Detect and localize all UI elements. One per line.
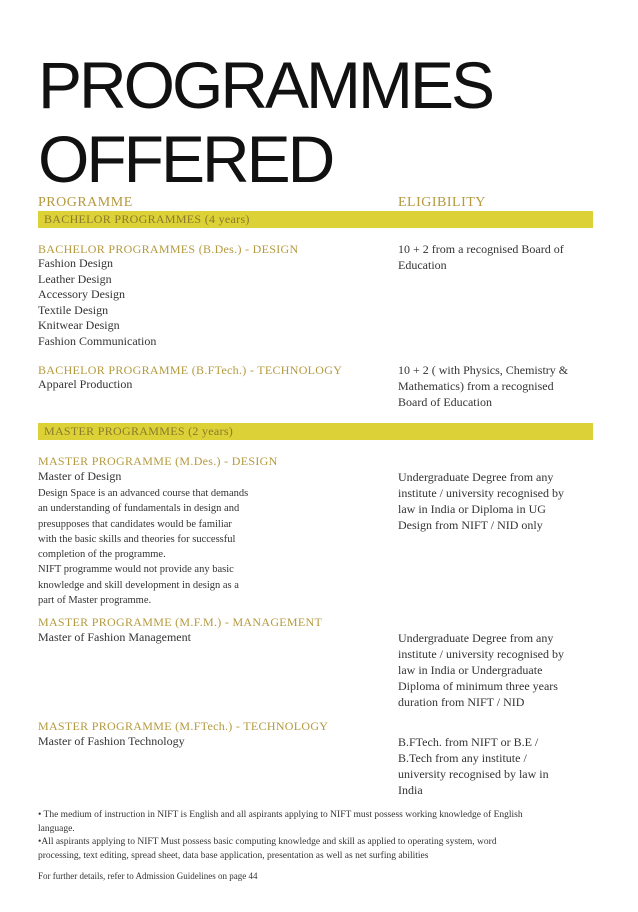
master-design-name: Master of Design: [38, 469, 122, 483]
description-line: Design Space is an advanced course that demands: [38, 488, 249, 499]
eligibility-line: Diploma of minimum three years: [398, 679, 558, 693]
bachelor-technology-heading: BACHELOR PROGRAMME (B.FTech.) - TECHNOLOGY: [38, 363, 343, 377]
list-item: Fashion Communication: [38, 333, 157, 348]
bachelor-design-heading: BACHELOR PROGRAMMES (B.Des.) - DESIGN: [38, 242, 299, 256]
bachelor-technology-eligibility: [398, 362, 568, 410]
note-line: processing, text editing, spread sheet, data base application, presentation as well as net surfing abilities: [38, 850, 429, 861]
title-line-1: PROGRAMMES: [38, 48, 493, 122]
note-line: language.: [38, 823, 75, 834]
master-management-heading: MASTER PROGRAMME (M.F.M.) - MANAGEMENT: [38, 615, 323, 629]
list-item: Fashion Design: [38, 256, 113, 270]
eligibility-line: university recognised by law in: [398, 767, 549, 781]
list-item: Leather Design: [38, 271, 112, 286]
master-design-heading: MASTER PROGRAMME (M.Des.) - DESIGN: [38, 454, 278, 468]
note-line: •All aspirants applying to NIFT Must possess basic computing knowledge and skill as applied to operating system, word: [38, 837, 497, 847]
description-line: knowledge and skill development in design as a: [38, 579, 239, 591]
title-line-2: OFFERED: [38, 122, 333, 196]
eligibility-line: Education: [398, 258, 447, 272]
master-band: MASTER PROGRAMMES (2 years): [38, 423, 593, 440]
eligibility-line: Design from NIFT / NID only: [398, 518, 543, 532]
footer-reference: For further details, refer to Admission Guidelines on page 44: [38, 871, 258, 881]
eligibility-line: Mathematics) from a recognised: [398, 379, 554, 393]
master-technology-eligibility: [398, 734, 549, 798]
eligibility-line: duration from NIFT / NID: [398, 695, 525, 709]
master-technology-heading: MASTER PROGRAMME (M.FTech.) - TECHNOLOGY: [38, 719, 329, 733]
eligibility-line: Board of Education: [398, 395, 492, 409]
eligibility-column-header: ELIGIBILITY: [398, 195, 486, 210]
eligibility-line: Undergraduate Degree from any: [398, 631, 554, 645]
eligibility-line: B.FTech. from NIFT or B.E /: [398, 735, 539, 749]
bachelor-design-eligibility: [398, 241, 564, 273]
list-item: Knitwear Design: [38, 318, 120, 332]
eligibility-line: law in India or Diploma in UG: [398, 502, 546, 516]
description-line: an understanding of fundamentals in design and: [38, 503, 240, 515]
master-management-name: Master of Fashion Management: [38, 630, 191, 644]
page-title: [38, 48, 492, 196]
eligibility-line: law in India or Undergraduate: [398, 663, 543, 677]
eligibility-line: 10 + 2 ( with Physics, Chemistry &: [398, 363, 569, 377]
description-line: with the basic skills and theories for successful: [38, 533, 236, 545]
master-design-description: [38, 486, 248, 608]
bachelor-band: BACHELOR PROGRAMMES (4 years): [38, 211, 593, 228]
eligibility-line: institute / university recognised by: [398, 647, 564, 661]
eligibility-line: Undergraduate Degree from any: [398, 470, 554, 484]
eligibility-line: India: [398, 783, 423, 797]
master-management-eligibility: [398, 630, 564, 710]
note-line: • The medium of instruction in NIFT is English and all aspirants applying to NIFT must possess working knowledge of English: [38, 810, 523, 820]
list-item: Textile Design: [38, 302, 109, 317]
eligibility-line: institute / university recognised by: [398, 486, 564, 500]
description-line: completion of the programme.: [38, 549, 166, 561]
eligibility-line: B.Tech from any institute /: [398, 751, 527, 765]
list-item: Accessory Design: [38, 287, 125, 301]
list-item: Apparel Production: [38, 377, 133, 391]
description-line: presupposes that candidates would be familiar: [38, 518, 232, 530]
programme-column-header: PROGRAMME: [38, 195, 133, 210]
notes: [38, 809, 523, 863]
eligibility-line: 10 + 2 from a recognised Board of: [398, 242, 564, 256]
description-line: NIFT programme would not provide any basic: [38, 564, 234, 576]
bachelor-design-list: [38, 256, 156, 349]
bachelor-technology-list: [38, 377, 132, 393]
master-technology-name: Master of Fashion Technology: [38, 734, 185, 748]
master-design-eligibility: [398, 469, 564, 533]
description-line: part of Master programme.: [38, 595, 152, 607]
